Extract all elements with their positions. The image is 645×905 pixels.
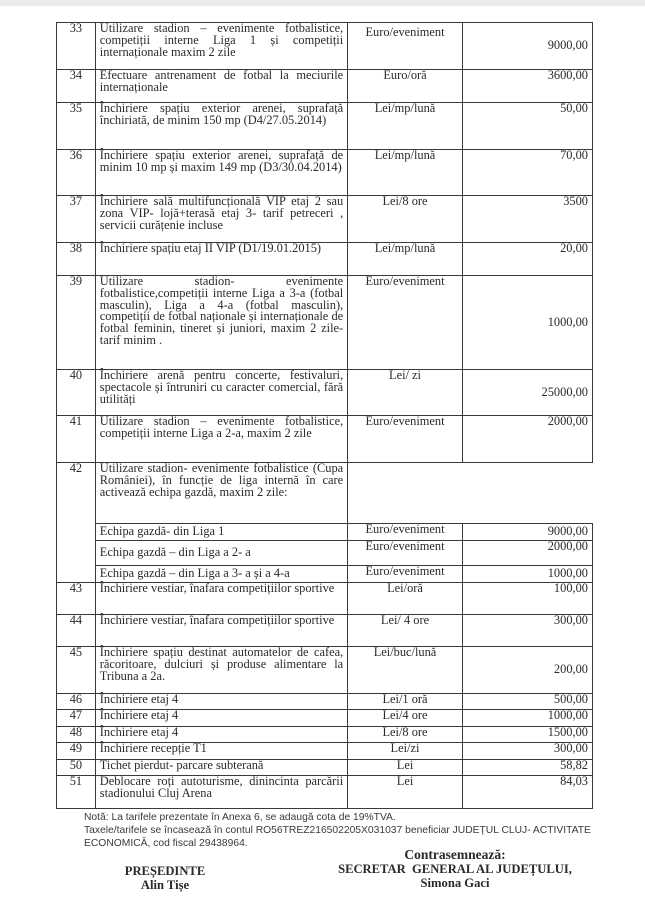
row-description: Deblocare roți autoturisme, dinincinta parcării stadionului Cluj Arena [95, 776, 347, 809]
row-number: 48 [57, 727, 96, 743]
row-unit: Lei/4 ore [348, 710, 463, 727]
row-number: 38 [57, 243, 96, 276]
payment-note: Taxele/tarifele se încasează în contul RO56TREZ216502205X031037 beneficiar JUDEȚUL CLUJ- ACTIVITATE ECONOMICĂ, cod fiscal 29438964. [84, 825, 591, 849]
row-description: Tichet pierdut- parcare subterană [95, 760, 347, 776]
row-number: 42 [57, 463, 96, 583]
table-row [57, 743, 593, 760]
row-unit: Lei/ zi [348, 370, 463, 416]
row-number: 41 [57, 416, 96, 463]
subrow-unit: Euro/eveniment [348, 541, 463, 566]
row-value: 1000,00 [462, 276, 592, 370]
table-subrow [57, 566, 593, 583]
table-row [57, 23, 593, 70]
subrow-unit: Euro/eveniment [348, 566, 463, 583]
table-row [57, 647, 593, 694]
table-row [57, 416, 593, 463]
row-number: 40 [57, 370, 96, 416]
row-value: 2000,00 [462, 416, 592, 463]
top-bar [0, 0, 645, 6]
table-row [57, 150, 593, 196]
president-title: PREȘEDINTE [124, 864, 206, 878]
subrow-description: Echipa gazdă – din Liga a 3- a și a 4-a [95, 566, 347, 583]
row-description: Efectuare antrenament de fotbal la meciurile internaționale [95, 70, 347, 103]
table-row [57, 370, 593, 416]
row-unit: Lei/mp/lună [348, 150, 463, 196]
row-number: 50 [57, 760, 96, 776]
row-number: 39 [57, 276, 96, 370]
row-description: Închiriere etaj 4 [95, 710, 347, 727]
subrow-value: 2000,00 [462, 541, 592, 566]
row-value: 200,00 [462, 647, 592, 694]
table-subrow [57, 541, 593, 566]
row-value: 1500,00 [462, 727, 592, 743]
empty-cell [348, 463, 593, 524]
subrow-value: 9000,00 [462, 524, 592, 541]
note-block [84, 811, 604, 850]
row-description: Închiriere spațiu destinat automatelor de cafea, răcoritoare, dulciuri și produse alimentare la Tribuna a 2a. [95, 647, 347, 694]
row-number: 35 [57, 103, 96, 150]
row-description: Închiriere vestiar, înafara competițiilor sportive [95, 583, 347, 615]
row-number: 51 [57, 776, 96, 809]
row-description: Închiriere spațiu exterior arenei, suprafață de minim 10 mp și maxim 149 mp (D3/30.04.2014) [95, 150, 347, 196]
row-number: 43 [57, 583, 96, 615]
table-row [57, 243, 593, 276]
row-description: Utilizare stadion – evenimente fotbalistice, competiții interne Liga a 2-a, maxim 2 zile [95, 416, 347, 463]
row-value: 25000,00 [462, 370, 592, 416]
row-unit: Lei/mp/lună [348, 103, 463, 150]
row-description: Utilizare stadion – evenimente fotbalistice, competiții interne Liga 1 și competiții internaționale maxim 2 zile [95, 23, 347, 70]
row-description: Închiriere vestiar, înafara competițiilor sportive [95, 615, 347, 647]
subrow-unit: Euro/eveniment [348, 524, 463, 541]
row-unit: Lei [348, 776, 463, 809]
row-number: 45 [57, 647, 96, 694]
row-unit: Lei/8 ore [348, 727, 463, 743]
row-value: 20,00 [462, 243, 592, 276]
secretary-signature [330, 848, 580, 890]
row-value: 70,00 [462, 150, 592, 196]
tariff-table [56, 22, 593, 809]
subrow-description: Echipa gazdă – din Liga a 2- a [95, 541, 347, 566]
row-number: 49 [57, 743, 96, 760]
subrow-value: 1000,00 [462, 566, 592, 583]
row-value: 50,00 [462, 103, 592, 150]
row-unit: Lei/ 4 ore [348, 615, 463, 647]
row-number: 34 [57, 70, 96, 103]
countersign-label: Contrasemnează: [404, 847, 506, 862]
row-unit: Euro/eveniment [348, 416, 463, 463]
row-value: 84,03 [462, 776, 592, 809]
row-description: Utilizare stadion- evenimente fotbalistice,competiții interne Liga a 3-a (fotbal masculin), Liga a 4-a (fotbal masculin), competiții de fotbal naționale și internaționale de fotbal feminin, tineret și juniori, maxim 2 zile- tarif minim . [95, 276, 347, 370]
row-value: 58,82 [462, 760, 592, 776]
row-value: 300,00 [462, 615, 592, 647]
president-signature [100, 864, 230, 892]
row-unit: Lei [348, 760, 463, 776]
row-unit: Lei/8 ore [348, 196, 463, 243]
row-description: Închiriere recepție T1 [95, 743, 347, 760]
row-description: Închiriere sală multifuncțională VIP etaj 2 sau zona VIP- lojă+terasă etaj 3- tarif petreceri , servicii curățenie incluse [95, 196, 347, 243]
row-description: Închiriere arenă pentru concerte, festivaluri, spectacole și întruniri cu caracter comercial, fără utilități [95, 370, 347, 416]
table-row [57, 583, 593, 615]
subrow-description: Echipa gazdă- din Liga 1 [95, 524, 347, 541]
table-subrow [57, 524, 593, 541]
row-value: 1000,00 [462, 710, 592, 727]
row-unit: Lei/mp/lună [348, 243, 463, 276]
row-value: 500,00 [462, 694, 592, 710]
table-row [57, 70, 593, 103]
row-unit: Euro/eveniment [348, 23, 463, 70]
table-row [57, 103, 593, 150]
secretary-name: Simona Gaci [420, 876, 490, 890]
row-description: Închiriere etaj 4 [95, 727, 347, 743]
row-description: Utilizare stadion- evenimente fotbalistice (Cupa României), în funcție de liga internă în care activează echipa gazdă, maxim 2 zile: [95, 463, 347, 524]
row-unit: Lei/zi [348, 743, 463, 760]
row-unit: Lei/1 oră [348, 694, 463, 710]
row-value: 100,00 [462, 583, 592, 615]
table-row [57, 615, 593, 647]
row-value: 3500 [462, 196, 592, 243]
table-row [57, 710, 593, 727]
row-value: 300,00 [462, 743, 592, 760]
row-unit: Lei/oră [348, 583, 463, 615]
row-value: 3600,00 [462, 70, 592, 103]
vat-note: Notă: La tarifele prezentate în Anexa 6, se adaugă cota de 19%TVA. [84, 812, 396, 823]
row-value: 9000,00 [462, 23, 592, 70]
row-number: 46 [57, 694, 96, 710]
row-unit: Euro/oră [348, 70, 463, 103]
table-row [57, 196, 593, 243]
row-number: 37 [57, 196, 96, 243]
row-unit: Euro/eveniment [348, 276, 463, 370]
president-name: Alin Tișe [140, 878, 190, 892]
row-description: Închiriere spațiu exterior arenei, suprafață închiriată, de minim 150 mp (D4/27.05.2014) [95, 103, 347, 150]
row-unit: Lei/buc/lună [348, 647, 463, 694]
row-number: 33 [57, 23, 96, 70]
row-description: Închiriere spațiu etaj II VIP (D1/19.01.2015) [95, 243, 347, 276]
table-row [57, 463, 593, 524]
table-row [57, 276, 593, 370]
row-description: Închiriere etaj 4 [95, 694, 347, 710]
table-row [57, 776, 593, 809]
row-number: 36 [57, 150, 96, 196]
row-number: 47 [57, 710, 96, 727]
row-number: 44 [57, 615, 96, 647]
secretary-title: SECRETAR GENERAL AL JUDEȚULUI, [338, 862, 572, 876]
